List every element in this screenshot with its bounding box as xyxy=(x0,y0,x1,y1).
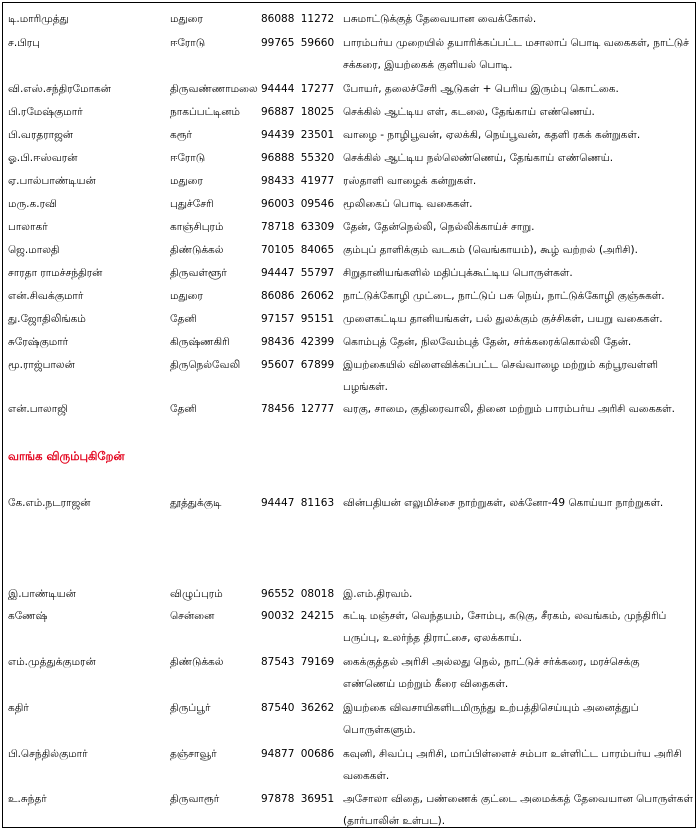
row-place: மதுரை xyxy=(170,13,203,25)
row-name: ச.பிரபு xyxy=(8,37,40,49)
row-phone: 78456 12777 xyxy=(261,403,335,415)
row-place: கரூர் xyxy=(170,129,193,141)
row-place: நாகப்பட்டினம் xyxy=(170,106,240,118)
row-desc: கவுனி, சிவப்பு அரிசி, மாப்பிள்ளைச் சம்பா உள்ளிட்ட பாரம்பர்ய அரிசி வகைகள். xyxy=(343,748,682,782)
row-phone: 97157 95151 xyxy=(261,313,335,325)
row-desc: இயற்கையில் விளைவிக்கப்பட்ட செவ்வாழை மற்றும் கற்பூரவள்ளி பழங்கள். xyxy=(343,359,659,393)
row-name: பி.செந்தில்குமார் xyxy=(8,748,88,760)
row-name: வி.எஸ்.சந்திரமோகன் xyxy=(8,83,111,95)
row-place: தூத்துக்குடி xyxy=(170,497,222,509)
row-name: து.ஜோதிலிங்கம் xyxy=(8,313,86,325)
row-name: ஜெ.மாலதி xyxy=(8,244,60,256)
row-desc: மூலிகைப் பொடி வகைகள். xyxy=(343,198,473,210)
row-desc: வரகு, சாமை, குதிரைவாலி, தினை மற்றும் பாரம்பர்ய அரிசி வகைகள். xyxy=(343,403,675,415)
row-phone: 78718 63309 xyxy=(261,221,335,233)
row-phone: 99765 59660 xyxy=(261,37,335,49)
row-name: கதிர் xyxy=(8,702,29,714)
row-phone: 94439 23501 xyxy=(261,129,335,141)
row-desc: கும்புப் தாளிக்கும் வடகம் (வெங்காயம்), கூழ் வற்றல் (அரிசி). xyxy=(343,244,638,256)
row-place: தஞ்சாவூர் xyxy=(170,748,217,760)
row-desc: கட்டி மஞ்சள், வெந்தயம், சோம்பு, கடுகு, சீரகம், லவங்கம், முந்திரிப் பருப்பு, உலர்ந்த திராட்சை, ஏலக்காய். xyxy=(343,610,667,644)
row-desc: நாட்டுக்கோழி முட்டை, நாட்டுப் பசு நெய், நாட்டுக்கோழி குஞ்சுகள். xyxy=(343,290,665,302)
row-place: தேனி xyxy=(170,403,197,415)
row-name: சுரேஷ்குமார் xyxy=(8,336,69,348)
row-name: மரு.க.ரவி xyxy=(8,198,57,210)
row-phone: 96003 09546 xyxy=(261,198,335,210)
row-place: மதுரை xyxy=(170,175,203,187)
row-desc: இயற்கை விவசாயிகளிடமிருந்து உற்பத்திசெய்யும் அனைத்துப் பொருள்களும். xyxy=(343,702,639,736)
row-phone: 86088 11272 xyxy=(261,13,335,25)
row-desc: கொம்புத் தேன், நிலவேம்புத் தேன், சர்க்கரைக்கொல்லி தேன். xyxy=(343,336,632,348)
row-phone: 98436 42399 xyxy=(261,336,335,348)
row-desc: ரஸ்தாளி வாழைக் கன்றுகள். xyxy=(343,175,477,187)
row-place: காஞ்சிபுரம் xyxy=(170,221,224,233)
row-phone: 96887 18025 xyxy=(261,106,335,118)
row-phone: 87543 79169 xyxy=(261,656,335,668)
row-phone: 94447 81163 xyxy=(261,497,335,509)
row-name: இ.பாண்டியன் xyxy=(8,588,76,600)
row-phone: 87540 36262 xyxy=(261,702,335,714)
row-desc: சிறுதானியங்களில் மதிப்புக்கூட்டிய பொருள்கள். xyxy=(343,267,573,279)
listing-page xyxy=(2,2,696,828)
section-title-want-to-buy: வாங்க விரும்புகிறேன் xyxy=(8,449,125,463)
row-phone: 94444 17277 xyxy=(261,83,335,95)
row-desc: வின்பதியன் எலுமிச்சை நாற்றுகள், லக்னோ-49 கொய்யா நாற்றுகள். xyxy=(343,497,664,509)
row-phone: 96888 55320 xyxy=(261,152,335,164)
row-place: திருநெல்வேலி xyxy=(170,359,241,371)
row-phone: 94877 00686 xyxy=(261,748,335,760)
row-place: திருவள்ளூர் xyxy=(170,267,227,279)
row-place: திருவண்ணாமலை xyxy=(170,83,258,95)
row-name: பாலாகர் xyxy=(8,221,48,233)
row-place: திருவாரூர் xyxy=(170,793,220,805)
row-name: மூ.ராஜ்பாலன் xyxy=(8,359,75,371)
row-name: என்.சிவக்குமார் xyxy=(8,290,84,302)
row-desc: பசுமாட்டுக்குத் தேவையான வைக்கோல். xyxy=(343,13,537,25)
row-desc: அசோலா விதை, பண்ணைக் குட்டை அமைக்கத் தேவையான பொருள்கள் (தார்பாலின் உள்பட). xyxy=(343,793,693,827)
row-name: ஓ.பி.ஈஸ்வரன் xyxy=(8,152,78,164)
row-desc: போயர், தலைச்சேரி ஆடுகள் + பெரிய இரும்பு கொட்கை. xyxy=(343,83,619,95)
row-place: தேனி xyxy=(170,313,197,325)
row-phone: 86086 26062 xyxy=(261,290,335,302)
row-desc: பாரம்பர்ய முறையில் தயாரிக்கப்பட்ட மசாலாப் பொடி வகைகள், நாட்டுச் சக்கரை, இயற்கைக் குளியல் பொடி. xyxy=(343,37,689,71)
row-name: எம்.முத்துக்குமரன் xyxy=(8,656,96,668)
row-place: விழுப்புரம் xyxy=(170,588,223,600)
row-name: உ.சுந்தர் xyxy=(8,793,47,805)
row-place: கிருஷ்ணகிரி xyxy=(170,336,230,348)
row-desc: கைக்குத்தல் அரிசி அல்லது நெல், நாட்டுச் சர்க்கரை, மரச்செக்கு எண்ணெய் மற்றும் கீரை விதைகள். xyxy=(343,656,640,690)
row-name: கே.எம்.நடராஜன் xyxy=(8,497,91,509)
row-place: ஈரோடு xyxy=(170,152,206,164)
row-desc: முளைகட்டிய தானியங்கள், பல் துலக்கும் குச்சிகள், பயறு வகைகள். xyxy=(343,313,663,325)
row-name: சாரதா ராமச்சந்திரன் xyxy=(8,267,103,279)
row-place: புதுச்சேரி xyxy=(170,198,214,210)
row-phone: 98433 41977 xyxy=(261,175,335,187)
row-name: என்.பாலாஜி xyxy=(8,403,68,415)
row-phone: 96552 08018 xyxy=(261,588,335,600)
row-name: கணேஷ் xyxy=(8,610,48,622)
row-desc: வாழை - நாழிபூவன், ஏலக்கி, நெய்பூவன், கதளி ரகக் கன்றுகள். xyxy=(343,129,641,141)
row-name: டி.மாரிமுத்து xyxy=(8,13,69,25)
row-phone: 90032 24215 xyxy=(261,610,335,622)
row-name: பி.வரதராஜன் xyxy=(8,129,74,141)
row-name: ஏ.பால்பாண்டியன் xyxy=(8,175,96,187)
row-place: திண்டுக்கல் xyxy=(170,656,224,668)
row-place: திண்டுக்கல் xyxy=(170,244,224,256)
row-phone: 94447 55797 xyxy=(261,267,335,279)
row-phone: 70105 84065 xyxy=(261,244,335,256)
row-desc: இ.எம்.திரவம். xyxy=(343,588,413,600)
row-place: மதுரை xyxy=(170,290,203,302)
row-place: ஈரோடு xyxy=(170,37,206,49)
row-desc: தேன், தேன்நெல்லி, நெல்லிக்காய்ச் சாறு. xyxy=(343,221,535,233)
row-phone: 95607 67899 xyxy=(261,359,335,371)
row-desc: செக்கில் ஆட்டிய எள், கடலை, தேங்காய் எண்ணெய். xyxy=(343,106,595,118)
row-name: பி.ரமேஷ்குமார் xyxy=(8,106,83,118)
row-phone: 97878 36951 xyxy=(261,793,335,805)
row-place: திருப்பூர் xyxy=(170,702,211,714)
row-place: சென்னை xyxy=(170,610,215,622)
row-desc: செக்கில் ஆட்டிய நல்லெண்ணெய், தேங்காய் எண்ணெய். xyxy=(343,152,614,164)
